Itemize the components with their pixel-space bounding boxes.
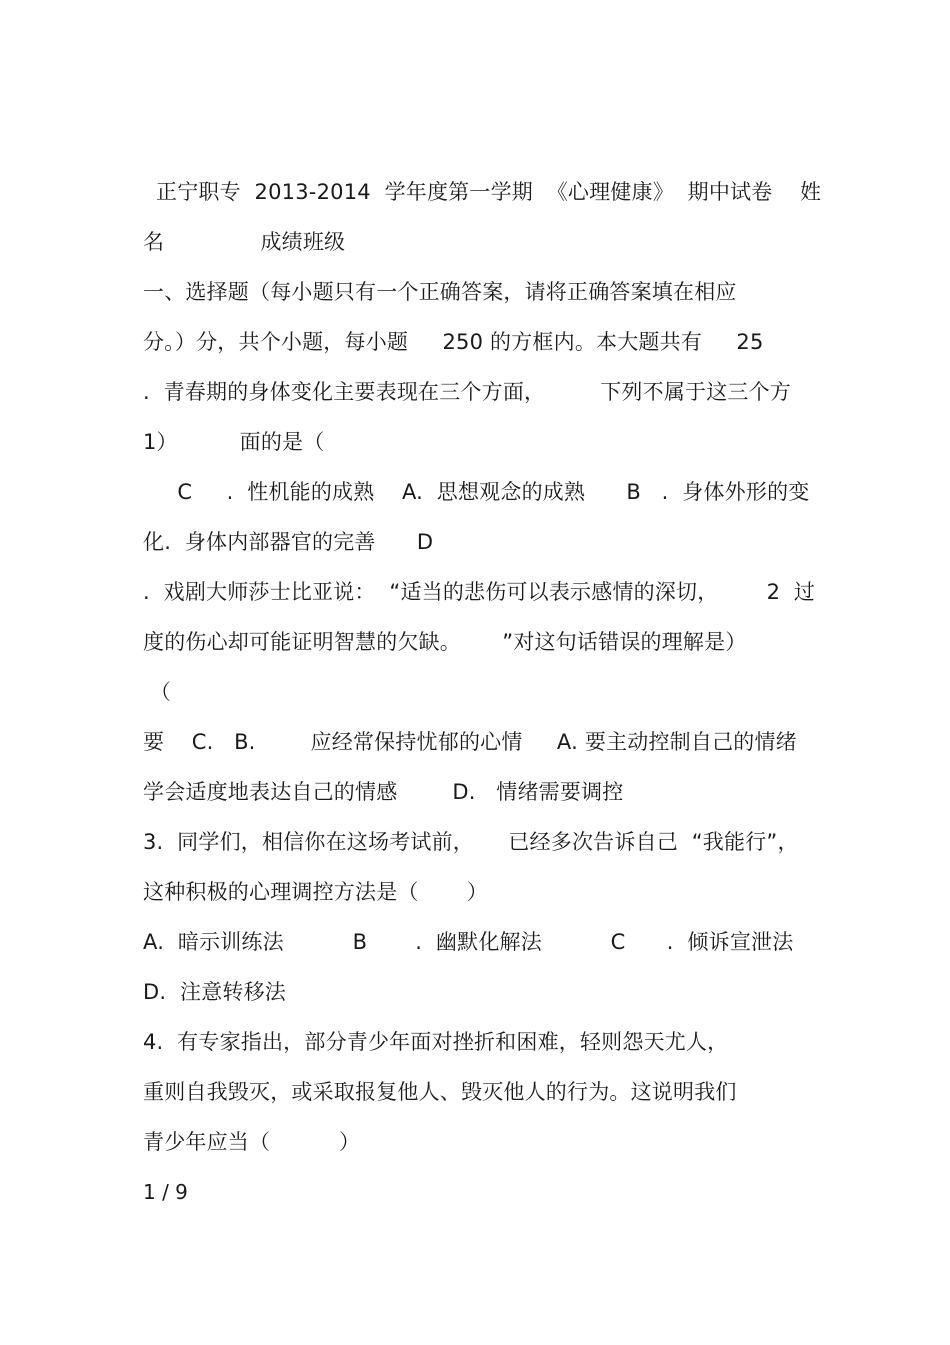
question-4-line-2: 重则自我毁灭，或采取报复他人、毁灭他人的行为。这说明我们 [143, 1080, 737, 1104]
question-3-line-2: 这种积极的心理调控方法是（ ） [143, 880, 488, 904]
name-score-class-line: 名 成绩班级 [143, 230, 346, 254]
question-4-line-1: 4. 有专家指出，部分青少年面对挫折和困难，轻则怨天尤人， [143, 1030, 729, 1054]
question-3-options-line-1: A. 暗示训练法 B . 幽默化解法 C . 倾诉宣泄法 [143, 930, 794, 954]
question-1-options-line-2: 化. 身体内部器官的完善 D [143, 530, 434, 554]
question-2-line-1: . 戏剧大师莎士比亚说： “适当的悲伤可以表示感情的深切， 2 过 [143, 580, 816, 604]
question-2-line-3: （ [143, 680, 172, 704]
question-1-options-line-1: C . 性机能的成熟 A. 思想观念的成熟 B . 身体外形的变 [143, 480, 810, 504]
section-heading-line-2: 分。）分，共个小题，每小题 250 的方框内。本大题共有 25 [143, 330, 764, 354]
question-2-line-2: 度的伤心却可能证明智慧的欠缺。 ”对这句话错误的理解是） [143, 630, 747, 654]
question-3-line-1: 3. 同学们，相信你在这场考试前， 已经多次告诉自己 “我能行”， [143, 830, 799, 854]
question-3-options-line-2: D. 注意转移法 [143, 980, 286, 1004]
exam-title-line: 正宁职专 2013-2014 学年度第一学期 《心理健康》 期中试卷 姓 [156, 180, 822, 204]
page-number: 1 / 9 [143, 1180, 188, 1204]
section-heading-line-1: 一、选择题（每小题只有一个正确答案，请将正确答案填在相应 [143, 280, 737, 304]
question-1-line-1: . 青春期的身体变化主要表现在三个方面， 下列不属于这三个方 [143, 380, 792, 404]
question-1-line-2: 1） 面的是（ [143, 430, 325, 454]
question-2-options-line-2: 学会适度地表达自己的情感 D. 情绪需要调控 [143, 780, 624, 804]
question-4-line-3: 青少年应当（ ） [143, 1130, 361, 1154]
question-2-options-line-1: 要 C. B. 应经常保持忧郁的心情 A. 要主动控制自己的情绪 [143, 730, 797, 754]
